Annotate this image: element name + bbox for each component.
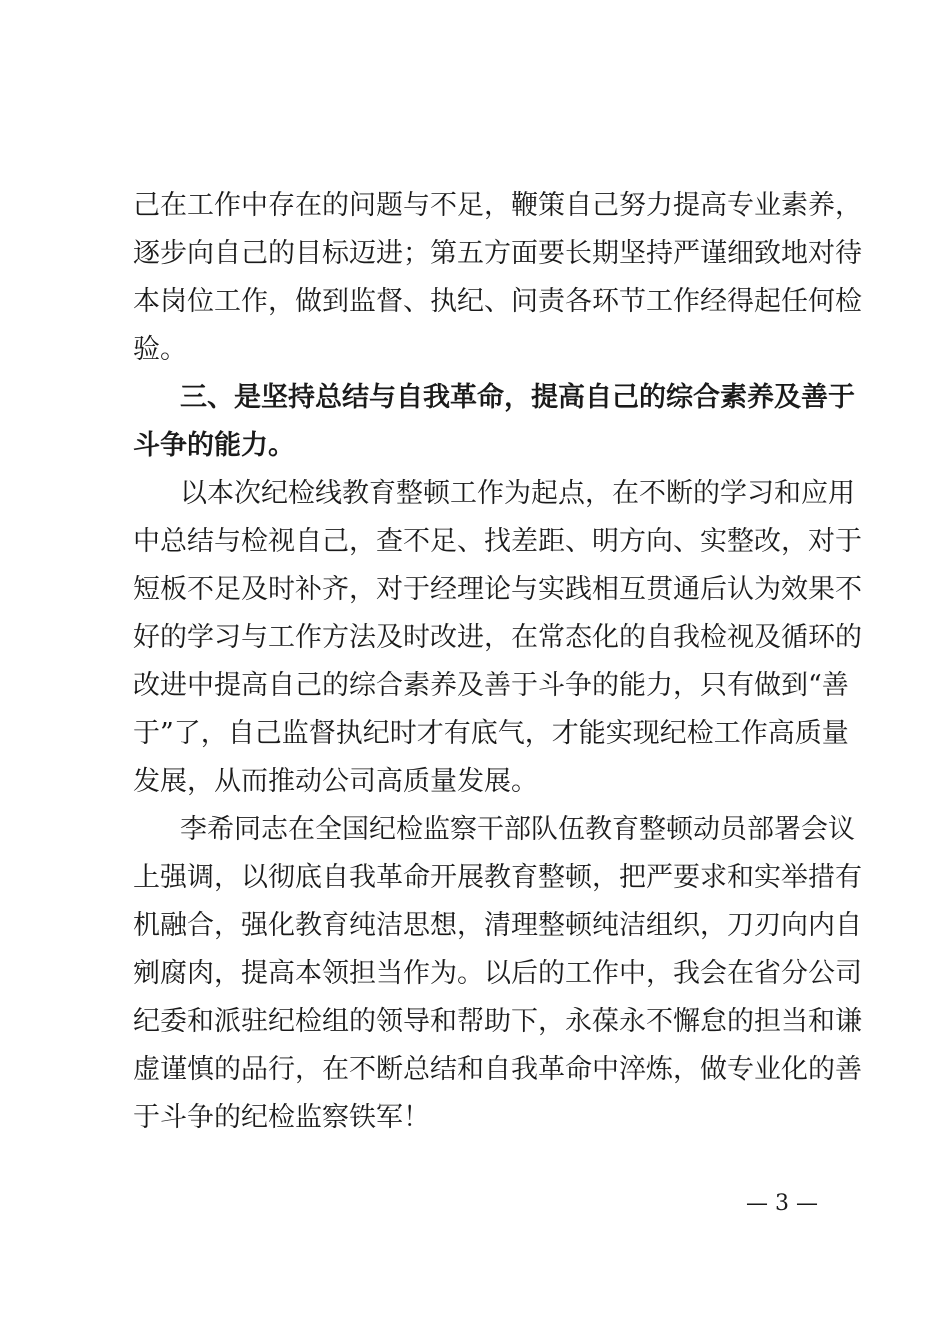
text-line: 于”了，自己监督执纪时才有底气，才能实现纪检工作高质量 xyxy=(133,718,849,749)
text-line: 于斗争的纪检监察铁军！ xyxy=(133,1102,430,1133)
text-line: 剜腐肉，提高本领担当作为。以后的工作中，我会在省分公司 xyxy=(133,958,862,989)
text-line: 中总结与检视自己，查不足、找差距、明方向、实整改，对于 xyxy=(133,526,862,557)
section-heading xyxy=(133,374,855,470)
text-line: 虚谨慎的品行，在不断总结和自我革命中淬炼，做专业化的善 xyxy=(133,1054,862,1085)
text-line: 李希同志在全国纪检监察干部队伍教育整顿动员部署会议 xyxy=(180,814,855,845)
text-line: 发展，从而推动公司高质量发展。 xyxy=(133,766,538,797)
text-line: 本岗位工作，做到监督、执纪、问责各环节工作经得起任何检 xyxy=(133,286,862,317)
text-line: 逐步向自己的目标迈进；第五方面要长期坚持严谨细致地对待 xyxy=(133,238,862,269)
page-number: — 3 — xyxy=(746,1191,818,1216)
text-line: 纪委和派驻纪检组的领导和帮助下，永葆永不懈怠的担当和谦 xyxy=(133,1006,862,1037)
paragraph-conclusion xyxy=(133,806,862,1142)
text-line: 以本次纪检线教育整顿工作为起点，在不断的学习和应用 xyxy=(180,478,855,509)
text-line: 己在工作中存在的问题与不足，鞭策自己努力提高专业素养， xyxy=(133,190,862,221)
text-line: 改进中提高自己的综合素养及善于斗争的能力，只有做到“善 xyxy=(133,670,849,701)
text-line: 短板不足及时补齐，对于经理论与实践相互贯通后认为效果不 xyxy=(133,574,862,605)
heading-line: 三、是坚持总结与自我革命，提高自己的综合素养及善于 xyxy=(180,382,855,413)
text-line: 机融合，强化教育纯洁思想，清理整顿纯洁组织，刀刃向内自 xyxy=(133,910,862,941)
paragraph-self-improvement xyxy=(133,470,862,806)
text-line: 好的学习与工作方法及时改进，在常态化的自我检视及循环的 xyxy=(133,622,862,653)
document-body xyxy=(133,182,862,1142)
paragraph-continuation xyxy=(133,182,862,374)
heading-line: 斗争的能力。 xyxy=(133,430,295,461)
text-line: 上强调，以彻底自我革命开展教育整顿，把严要求和实举措有 xyxy=(133,862,862,893)
text-line: 验。 xyxy=(133,334,187,365)
